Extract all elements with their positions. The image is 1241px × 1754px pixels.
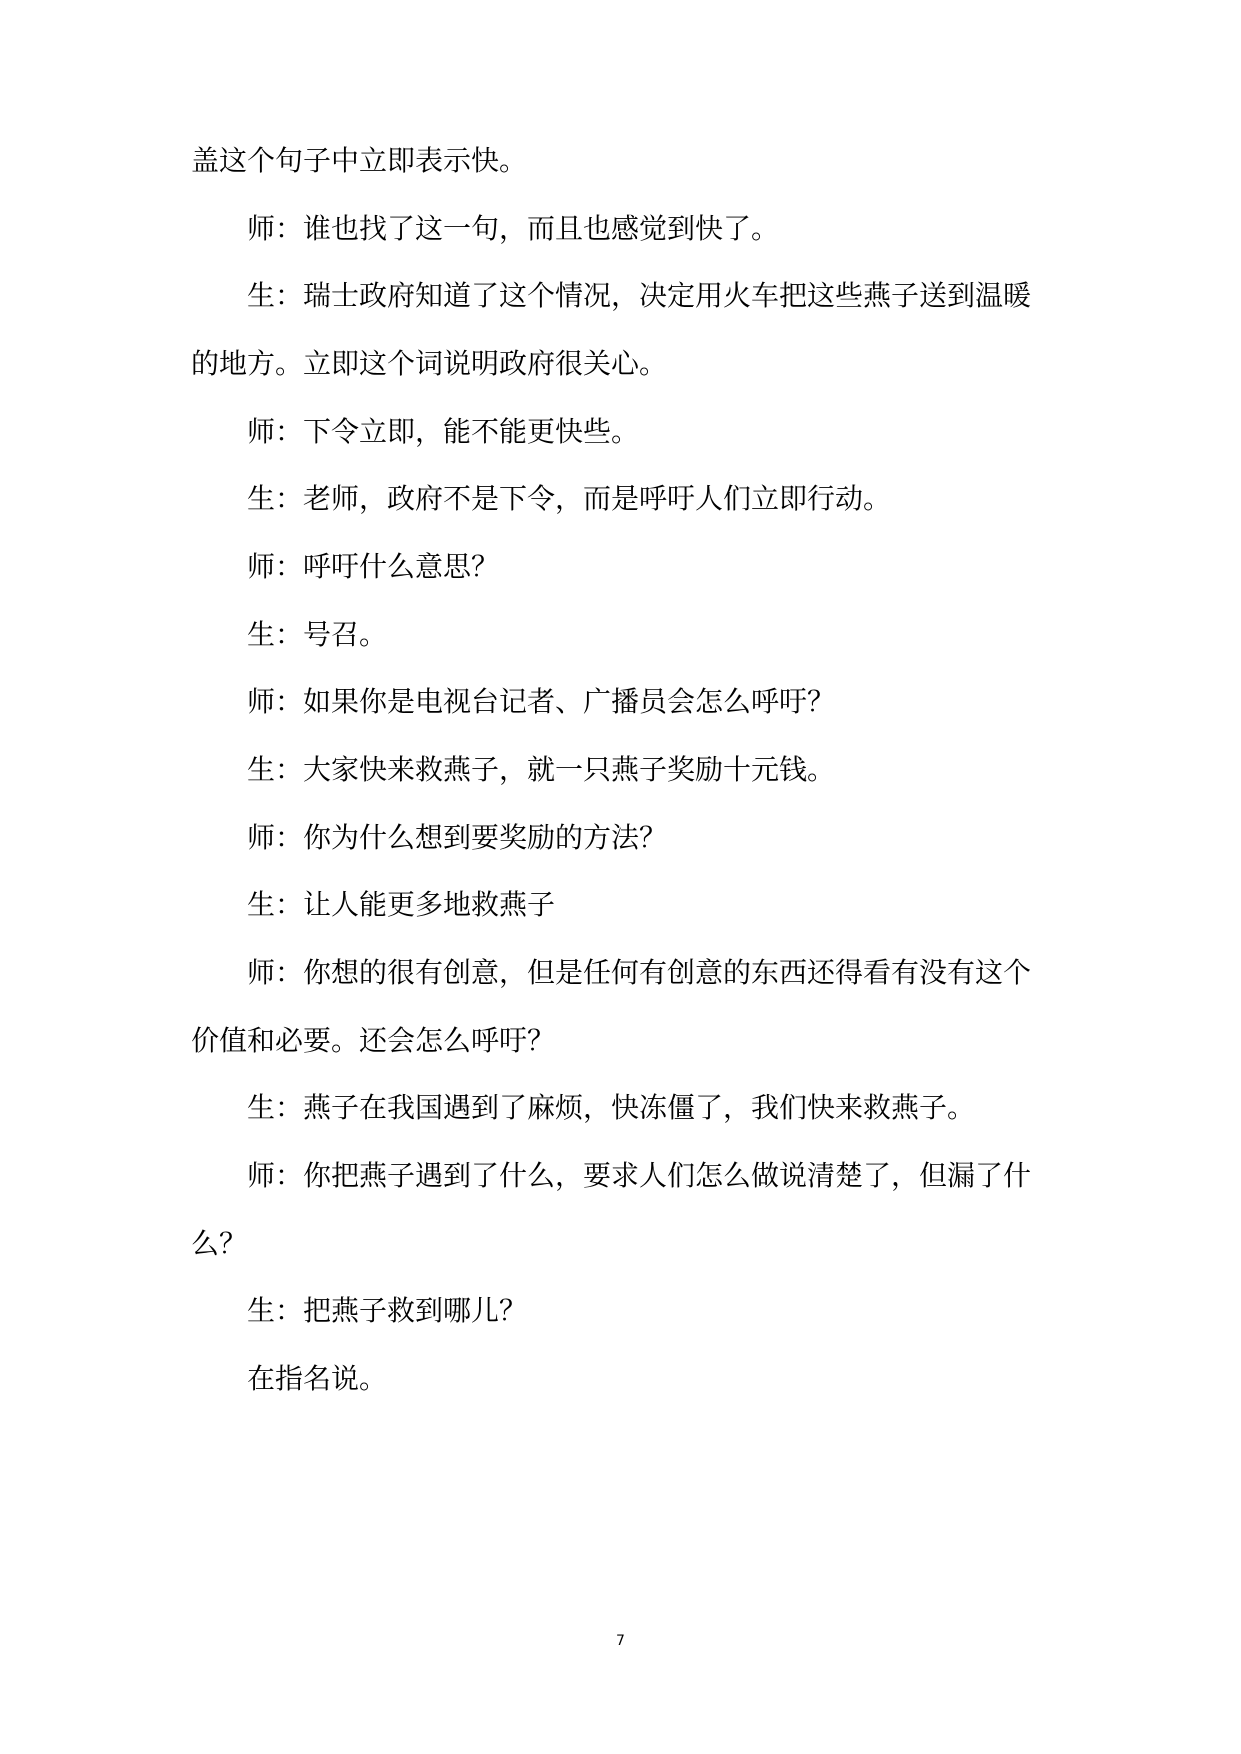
text-line: 师：你把燕子遇到了什么，要求人们怎么做说清楚了，但漏了什: [247, 1159, 1032, 1192]
text-line: 生：大家快来救燕子，就一只燕子奖励十元钱。: [247, 753, 836, 786]
text-line: 价值和必要。还会怎么呼吁？: [191, 1024, 556, 1057]
text-line: 生：燕子在我国遇到了麻烦，快冻僵了，我们快来救燕子。: [247, 1091, 976, 1124]
text-line: 师：谁也找了这一句，而且也感觉到快了。: [247, 212, 780, 245]
page-number: 7: [616, 1633, 625, 1649]
text-line: 生：瑞士政府知道了这个情况，决定用火车把这些燕子送到温暖: [247, 279, 1032, 312]
text-line: 师：呼吁什么意思？: [247, 550, 500, 583]
text-line: 生：把燕子救到哪儿？: [247, 1294, 528, 1327]
text-line: 在指名说。: [247, 1362, 388, 1395]
text-line: 生：让人能更多地救燕子: [247, 888, 556, 921]
text-line: 生：号召。: [247, 618, 388, 651]
text-line: 师：如果你是电视台记者、广播员会怎么呼吁？: [247, 685, 836, 718]
text-line: 师：下令立即，能不能更快些。: [247, 415, 640, 448]
text-line: 师：你为什么想到要奖励的方法？: [247, 821, 668, 854]
text-line: 盖这个句子中立即表示快。: [191, 144, 528, 177]
text-line: 师：你想的很有创意，但是任何有创意的东西还得看有没有这个: [247, 956, 1032, 989]
text-line: 生：老师，政府不是下令，而是呼吁人们立即行动。: [247, 482, 892, 515]
text-line: 么？: [191, 1227, 248, 1260]
text-line: 的地方。立即这个词说明政府很关心。: [191, 347, 668, 380]
